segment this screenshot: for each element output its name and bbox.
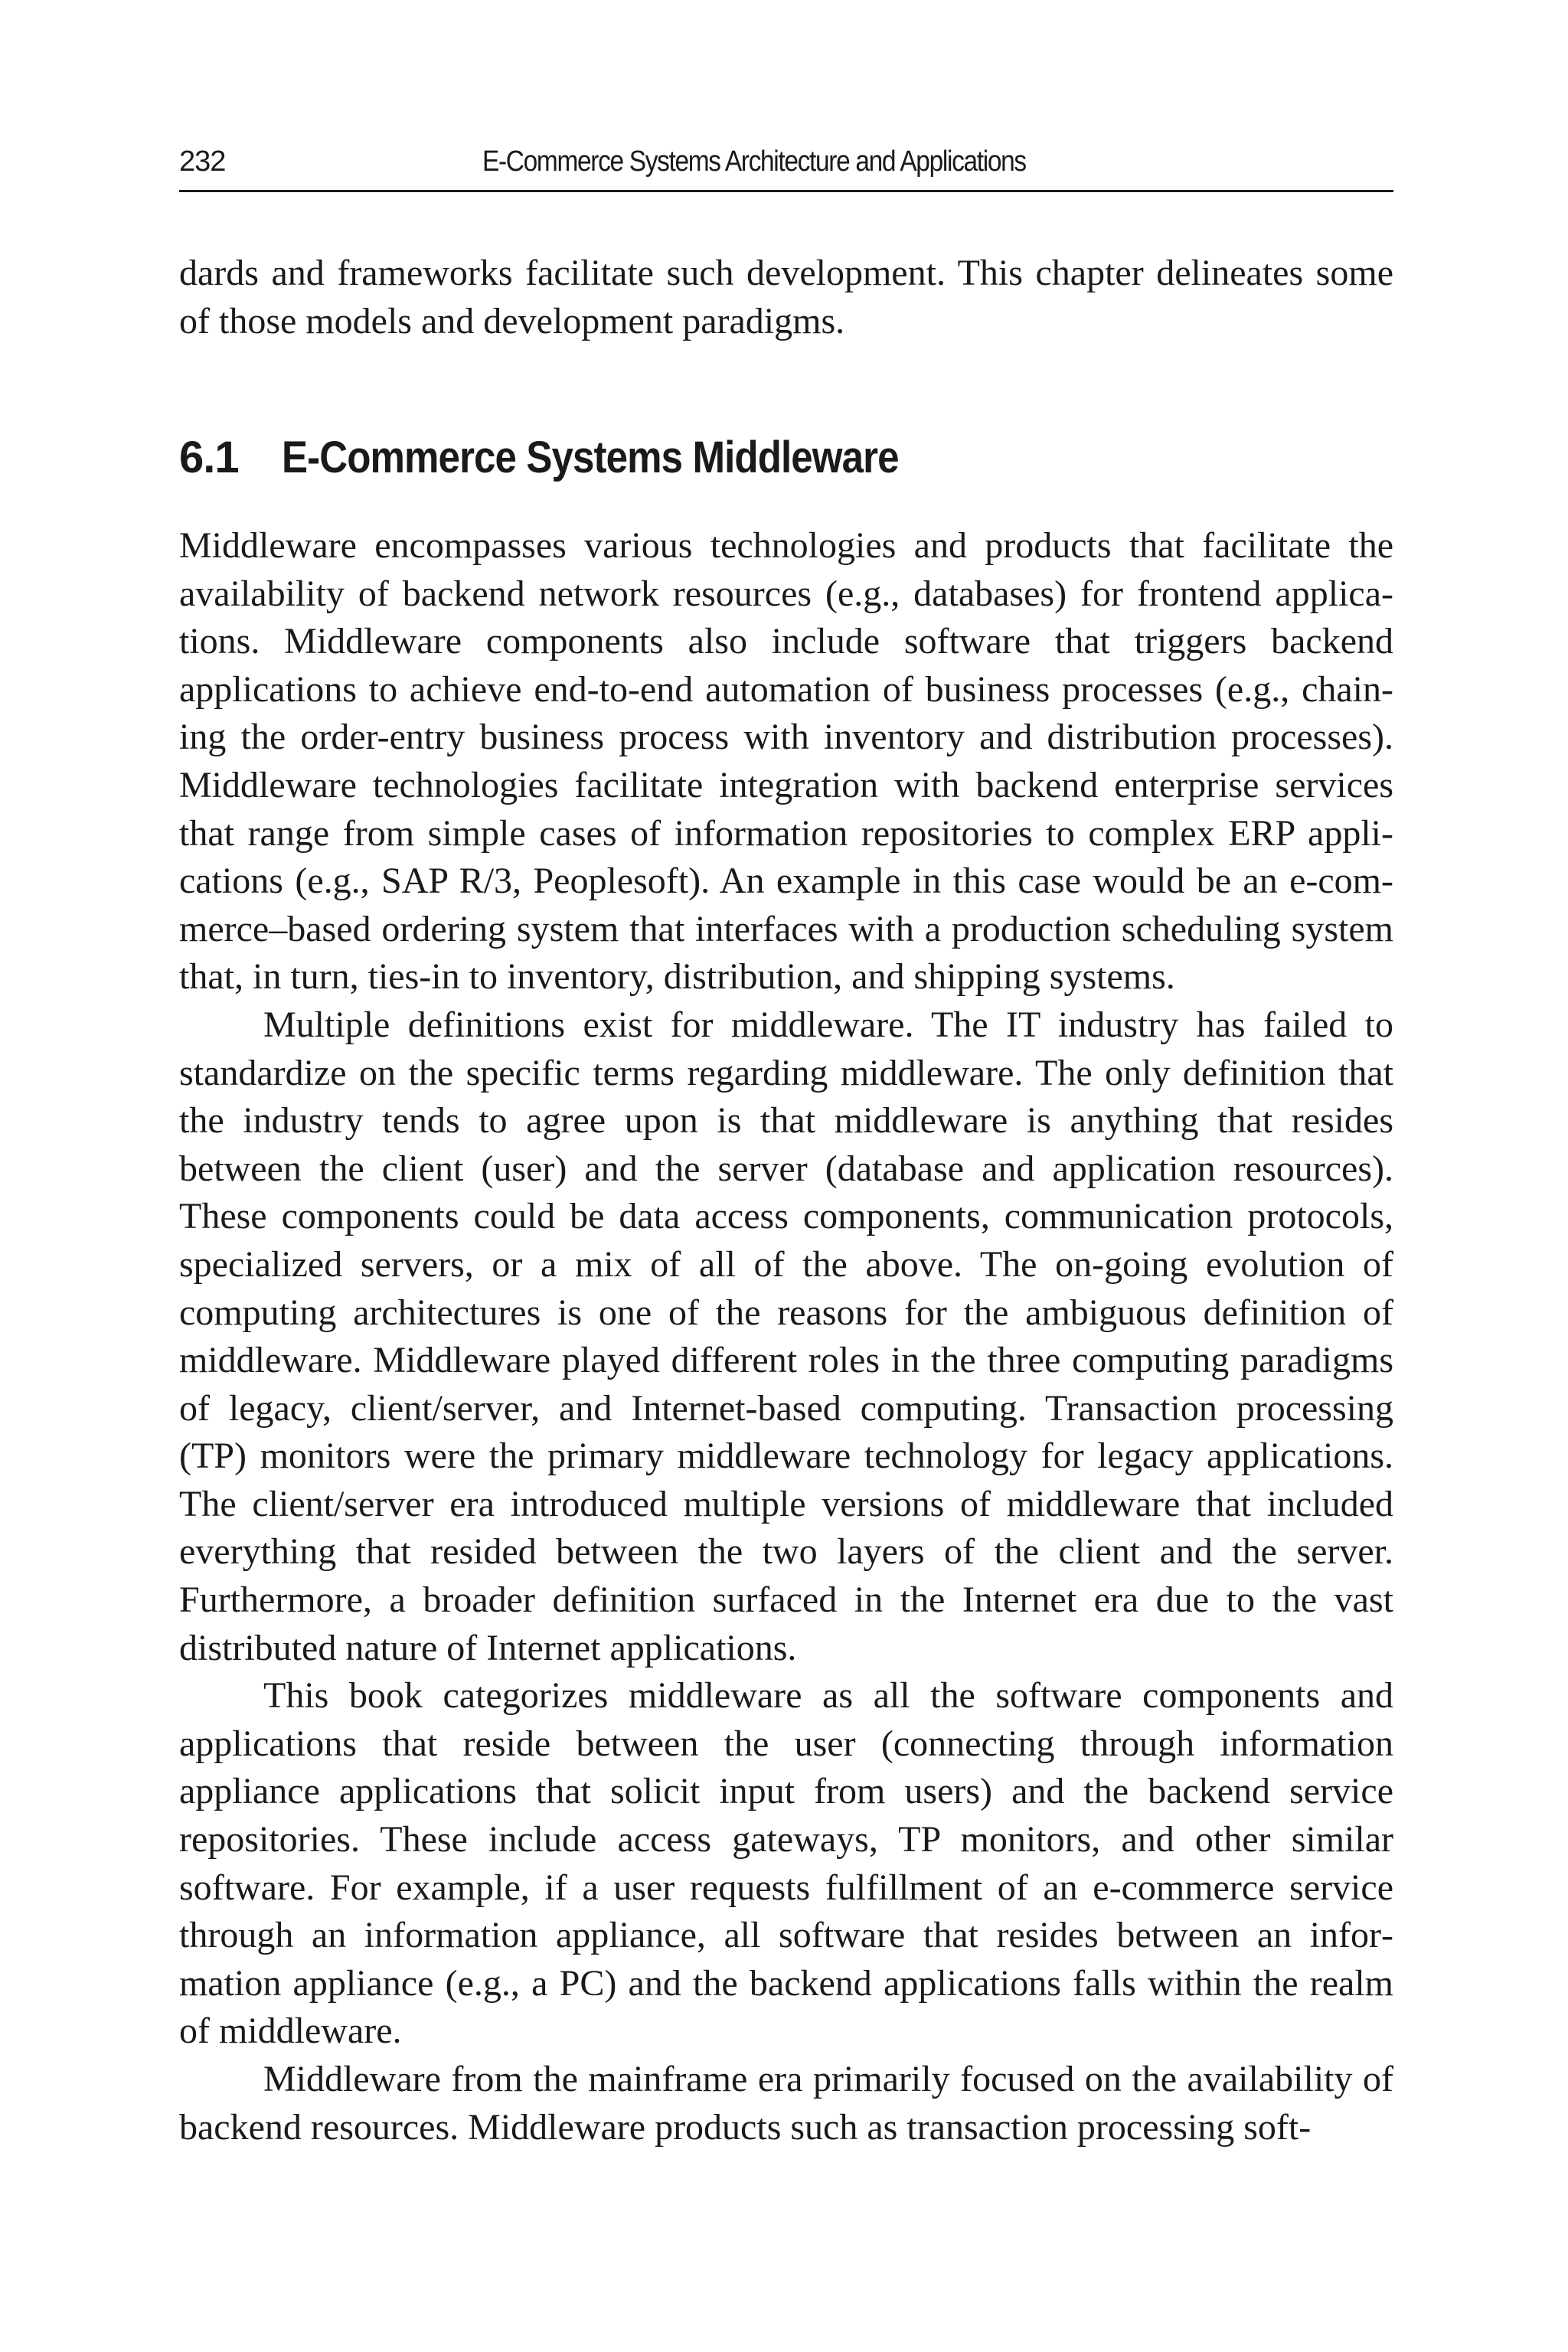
running-title: E-Commerce Systems Architecture and Applications bbox=[482, 145, 1026, 178]
running-head bbox=[179, 142, 1393, 192]
paragraph: Multiple definitions exist for middleware. The IT industry has failed to standardize on the specific terms regarding middleware. The only definition that the industry tends to agree upon is that middleware is anything that resides between the client (user) and the server (database and application resources). These components could be data access components, communication protocols, specialized servers, or a mix of all of the above. The on-going evolution of computing architectures is one of the reasons for the ambiguous definition of middleware. Middleware played different roles in the three computing paradigms of legacy, client/server, and Internet-based computing. Transaction processing (TP) monitors were the primary middleware technology for legacy applications. The client/server era introduced multiple versions of middleware that included everything that resided between the two layers of the client and the server. Furthermore, a broader definition surfaced in the Internet era due to the vast distributed nature of Internet applications. bbox=[179, 1004, 1393, 1668]
section-heading bbox=[179, 427, 1393, 488]
paragraph: Middleware encompasses various technologies and products that facilitate the availability of backend network resources (e.g., databases) for frontend applications. Middleware components also include software that triggers backend applications to achieve end-to-end automation of business processes (e.g., chaining the order-entry business process with inventory and distribution processes). Middleware technologies facilitate integration with backend enterprise services that range from simple cases of information repositories to complex ERP applications (e.g., SAP R/3, Peoplesoft). An example in this case would be an e-commerce–based ordering system that interfaces with a production scheduling system that, in turn, ties-in to inventory, distribution, and shipping systems. bbox=[179, 525, 1393, 998]
section-number: 6.1 bbox=[179, 433, 239, 482]
section-body bbox=[179, 522, 1393, 2151]
paragraph: This book categorizes middleware as all the software components and applications that reside between the user (connecting through information appliance applications that solicit input from users) and the backend service repositories. These include access gateways, TP monitors, and other similar software. For example, if a user requests fulfillment of an e-commerce service through an information appliance, all software that resides between an information appliance (e.g., a PC) and the backend applications falls within the realm of middleware. bbox=[179, 1675, 1393, 2052]
page-number: 232 bbox=[179, 145, 226, 178]
opening-paragraph: dards and frameworks facilitate such development. This chapter delineates some of those models and development paradigms. bbox=[179, 253, 1393, 341]
paragraph: Middleware from the mainframe era primarily focused on the availability of backend resources. Middleware products such as transaction processing soft- bbox=[179, 2059, 1393, 2148]
section-title: E-Commerce Systems Middleware bbox=[282, 433, 899, 482]
